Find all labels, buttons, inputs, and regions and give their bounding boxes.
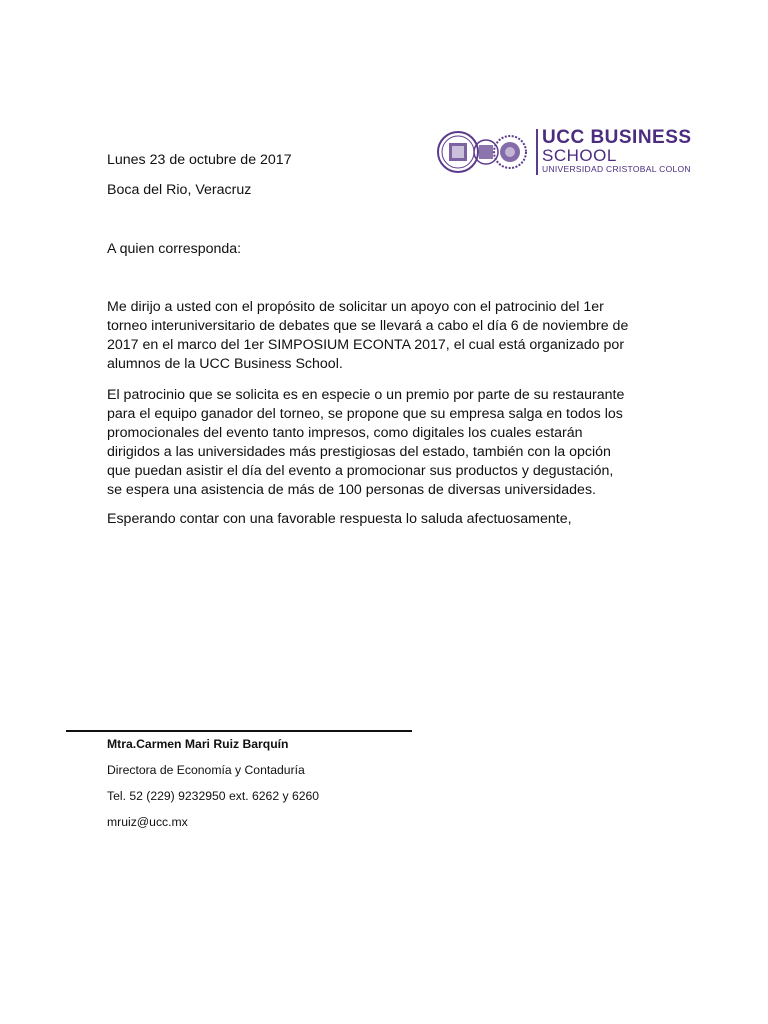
signer-email: mruiz@ucc.mx — [107, 815, 188, 829]
signer-title: Directora de Economía y Contaduría — [107, 763, 305, 777]
paragraph-line: El patrocinio que se solicita es en especie o un premio por parte de su restaurante — [107, 387, 625, 403]
paragraph-line: Me dirijo a usted con el propósito de solicitar un apoyo con el patrocinio del 1er — [107, 299, 604, 315]
paragraph-line: que puedan asistir el día del evento a promocionar sus productos y degustación, — [107, 463, 614, 479]
university-seals-icon — [436, 128, 528, 176]
logo-divider — [536, 129, 538, 175]
paragraph-request — [107, 298, 628, 374]
paragraph-line: se espera una asistencia de más de 100 personas de diversas universidades. — [107, 482, 596, 498]
paragraph-line: promocionales del evento tanto impresos, como digitales los cuales estarán — [107, 425, 583, 441]
paragraph-line: alumnos de la UCC Business School. — [107, 356, 343, 372]
paragraph-line: para el equipo ganador del torneo, se propone que su empresa salga en todos los — [107, 406, 623, 422]
letter-greeting: A quien corresponda: — [107, 241, 242, 257]
paragraph-line: torneo interuniversitario de debates que se llevará a cabo el día 6 de noviembre de — [107, 318, 629, 334]
letter-closing: Esperando contar con una favorable respuesta lo saluda afectuosamente, — [107, 511, 572, 527]
signer-phone: Tel. 52 (229) 9232950 ext. 6262 y 6260 — [107, 789, 320, 803]
signature-line — [66, 730, 412, 732]
letter-place: Boca del Rio, Veracruz — [107, 182, 252, 198]
paragraph-line: 2017 en el marco del 1er SIMPOSIUM ECONTA 2017, el cual está organizado por — [107, 337, 625, 353]
ucc-business-school-logo — [436, 126, 720, 178]
paragraph-sponsorship — [107, 386, 624, 500]
logo-line-ucc-business: UCC BUSINESS — [542, 127, 692, 148]
signer-name: Mtra.Carmen Mari Ruiz Barquín — [107, 737, 289, 751]
paragraph-line: dirigidos a las universidades más prestigiosas del estado, también con la opción — [107, 444, 611, 460]
logo-line-university: UNIVERSIDAD CRISTOBAL COLON — [542, 164, 691, 174]
letter-date: Lunes 23 de octubre de 2017 — [107, 152, 292, 168]
logo-line-school: SCHOOL — [542, 146, 617, 165]
